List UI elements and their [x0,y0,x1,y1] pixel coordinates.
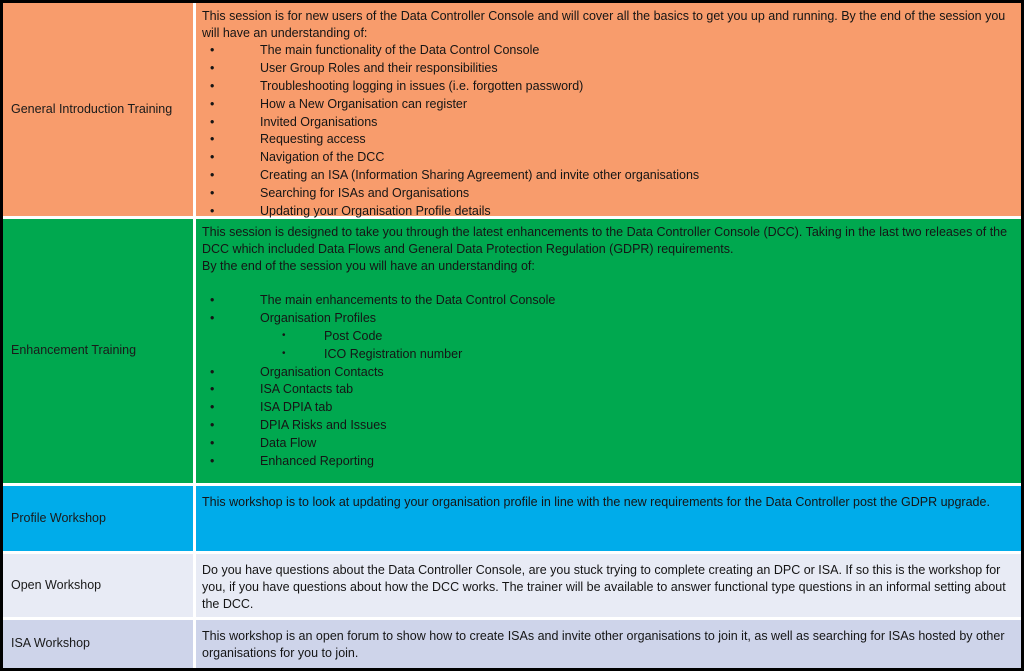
session-intro-paragraph: By the end of the session you will have an understanding of: [202,259,535,273]
table-row [3,486,1021,554]
session-title-cell [3,554,196,617]
bullet-icon: • [282,329,286,341]
session-title: Enhancement Training [11,343,137,358]
list-item [202,346,1015,364]
list-item [202,96,1015,114]
bullet-icon: • [210,400,215,415]
table-row [3,219,1021,486]
list-item [202,167,1015,185]
session-title-cell [3,219,196,483]
bullet-icon: • [210,364,215,379]
list-item [202,453,1015,471]
bullet-icon: • [210,293,215,307]
session-description-cell [196,620,1021,668]
session-intro-paragraph: This workshop is an open forum to show how to create ISAs and invite other organisations to join it, as well as searching for ISAs hosted by other organisations for you to join. [202,629,1005,661]
bullet-icon: • [210,418,215,433]
list-item-label: Troubleshooting logging in issues (i.e. forgotten password) [260,78,584,93]
list-item-label: Organisation Contacts [260,364,384,379]
list-item-label: User Group Roles and their responsibilities [260,60,498,75]
bullet-icon: • [210,453,215,468]
list-item-label: Enhanced Reporting [260,453,374,468]
bullet-icon: • [210,436,215,450]
list-item [202,435,1015,453]
session-description-cell [196,486,1021,551]
session-description-cell [196,3,1021,216]
bullet-icon: • [210,132,215,147]
list-item [202,60,1015,78]
list-item [202,364,1015,382]
list-item [202,149,1015,167]
list-item-label: The main functionality of the Data Control Console [260,43,540,57]
list-item-label: Creating an ISA (Information Sharing Agreement) and invite other organisations [260,168,700,183]
list-item [202,114,1015,132]
list-item-label: Searching for ISAs and Organisations [260,186,470,200]
list-item [202,78,1015,96]
list-item-label: Invited Organisations [260,114,378,129]
bullet-icon: • [210,310,215,325]
list-item-label: Requesting access [260,132,366,147]
bullet-icon: • [210,168,215,183]
table-row [3,620,1021,668]
session-title-cell [3,3,196,216]
list-item-label: Navigation of the DCC [260,150,385,165]
session-intro-paragraph: This session is designed to take you through the latest enhancements to the Data Controller Console (DCC). Taking in the last two releases of the DCC which included Data Flows and General Data Protection Regulation (GDPR) requirements. [202,225,1008,256]
list-item-label: The main enhancements to the Data Control Console [260,293,556,307]
session-description-cell [196,554,1021,617]
bullet-icon: • [282,347,286,359]
bullet-icon: • [210,96,215,111]
list-item-label: ISA DPIA tab [260,400,333,415]
list-item-label: How a New Organisation can register [260,96,468,111]
list-item [202,131,1015,149]
session-title: Profile Workshop [11,510,106,525]
list-item [202,42,1015,60]
bullet-icon: • [210,114,215,129]
session-title: General Introduction Training [11,101,173,116]
session-description-cell [196,219,1021,483]
list-item [202,381,1015,399]
session-intro-paragraph: This workshop is to look at updating your organisation profile in line with the new requirements for the Data Controller post the GDPR upgrade. [202,495,990,510]
bullet-icon: • [210,60,215,75]
list-item [202,185,1015,203]
session-intro-paragraph: This session is for new users of the Data Controller Console and will cover all the basics to get you up and running. By the end of the session you will have an understanding of: [202,9,1006,40]
spacer [202,275,1015,292]
session-title: ISA Workshop [11,636,90,651]
session-intro-paragraph: Do you have questions about the Data Controller Console, are you stuck trying to complete creating an DPC or ISA. If so this is the workshop for you, if you have questions about how the DCC works. The trainer will be available to answer functional type questions in an informal setting about the DCC. [202,563,1006,612]
bullet-icon: • [210,150,215,165]
list-item-label: Organisation Profiles [260,310,377,325]
list-item [202,328,1015,346]
session-title: Open Workshop [11,577,102,592]
list-item [202,310,1015,328]
session-bullet-list [202,292,1015,471]
table-row [3,554,1021,620]
list-item-label: Updating your Organisation Profile details [260,203,491,218]
list-item-label: DPIA Risks and Issues [260,418,387,433]
session-title-cell [3,620,196,668]
list-item-label: Data Flow [260,436,317,450]
list-item [202,399,1015,417]
list-item [202,203,1015,221]
list-item [202,417,1015,435]
bullet-icon: • [210,186,215,200]
list-item [202,292,1015,310]
bullet-icon: • [210,78,215,93]
bullet-icon: • [210,382,215,397]
list-item-label: Post Code [324,328,383,343]
list-item-label: ICO Registration number [324,346,463,361]
list-item-label: ISA Contacts tab [260,382,354,397]
bullet-icon: • [210,43,215,57]
session-title-cell [3,486,196,551]
table-row [3,3,1021,219]
bullet-icon: • [210,203,215,218]
session-bullet-list [202,42,1015,221]
